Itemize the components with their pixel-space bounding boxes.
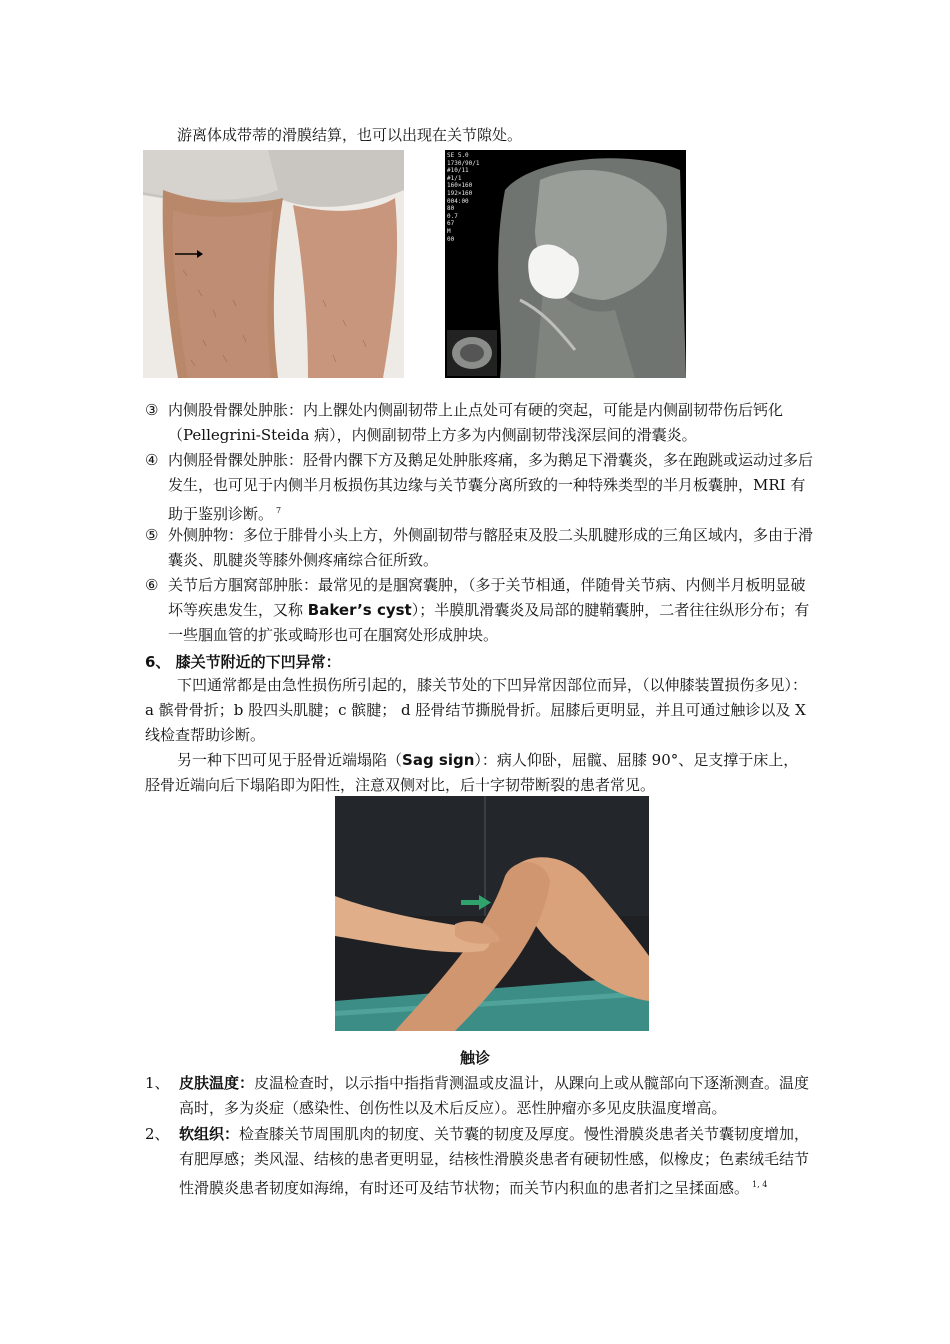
citation-sup: 7	[276, 506, 282, 515]
section-paragraph: 下凹通常都是由急性损伤所引起的，膝关节处的下凹异常因部位而异，（以伸膝装置损伤多见）：a 髌骨骨折；b 股四头肌腱；c 髌腱； d 胫骨结节撕脱骨折。屈膝后更明显，并且可通过触诊以及 X 线检查帮助诊断。	[145, 676, 808, 744]
sag-sign-illustration	[335, 796, 649, 1031]
knee-photo-illustration	[143, 150, 404, 378]
section-heading: 6、 膝关节附近的下凹异常：	[145, 653, 341, 671]
list-item-soft-tissue: 2、 软组织：检查膝关节周围肌肉的韧度、关节囊的韧度及厚度。慢性滑膜炎患者关节囊韧度增加，有肥厚感；类风湿、结核的患者更明显，结核性滑膜炎患者有硬韧性感，似橡皮；色素绒毛结节性滑膜炎患者韧度如海绵，有时还可及结节状物；而关节内积血的患者扪之呈揉面感。 $^{1, 4}$	[145, 1125, 810, 1197]
list-item-medial-femoral: ③ 内侧股骨髁处肿胀：内上髁处内侧副韧带上止点处可有硬的突起，可能是内侧副韧带伤后钙化（Pellegrini-Steida 病），内侧副韧带上方多为内侧副韧带浅深层间的滑囊炎。	[145, 401, 784, 444]
list-item-popliteal: ⑥ 关节后方腘窝部肿胀：最常见的是腘窝囊肿，（多于关节相通，伴随骨关节病、内侧半月板明显破坏等疾患发生，又称 Baker’s cyst）；半膜肌滑囊炎及局部的腱鞘囊肿，二者往往纵形分布；有一些腘血管的扩张或畸形也可在腘窝处形成肿块。	[145, 576, 810, 644]
mri-illustration	[445, 150, 686, 378]
mri-overlay-text: SE 5.0 1730/90/1 #10/11 #1/1 160×160 192×160 004:00 80 0.7 67 M 00	[447, 152, 480, 243]
intro-line: 游离体成带蒂的滑膜结算，也可以出现在关节隙处。	[177, 126, 523, 144]
list-item-medial-tibial: ④ 内侧胫骨髁处肿胀：胫骨内髁下方及鹅足处肿胀疼痛，多为鹅足下滑囊炎，多在跑跳或运动过多后发生，也可见于内侧半月板损伤其边缘与关节囊分离所致的一种特殊类型的半月板囊肿，MRI 有助于鉴别诊断。 $^7$	[145, 451, 814, 523]
citation-sup: 1, 4	[752, 1180, 768, 1189]
photo-knee-swelling	[143, 150, 404, 378]
sag-sign-paragraph: 另一种下凹可见于胫骨近端塌陷（Sag sign）：病人仰卧，屈髋、屈膝 90°、足支撑于床上，胫骨近端向后下塌陷即为阳性，注意双侧对比，后十字韧带断裂的患者常见。	[145, 751, 799, 794]
list-item-skin-temperature: 1、 皮肤温度：皮温检查时，以示指中指指背测温或皮温计，从踝向上或从髋部向下逐渐测查。温度高时，多为炎症（感染性、创伤性以及术后反应）。恶性肿瘤亦多见皮肤温度增高。	[145, 1074, 810, 1117]
sag-sign-term: Sag sign	[402, 751, 475, 769]
photo-sag-sign	[335, 796, 649, 1031]
bakers-cyst-term: Baker’s cyst	[307, 601, 412, 619]
photo-mri-knee	[445, 150, 686, 378]
palpation-title: 触诊	[459, 1049, 490, 1067]
list-item-lateral-mass: ⑤ 外侧肿物：多位于腓骨小头上方，外侧副韧带与髂胫束及股二头肌腱形成的三角区域内，多由于滑囊炎、肌腱炎等膝外侧疼痛综合征所致。	[145, 526, 814, 569]
